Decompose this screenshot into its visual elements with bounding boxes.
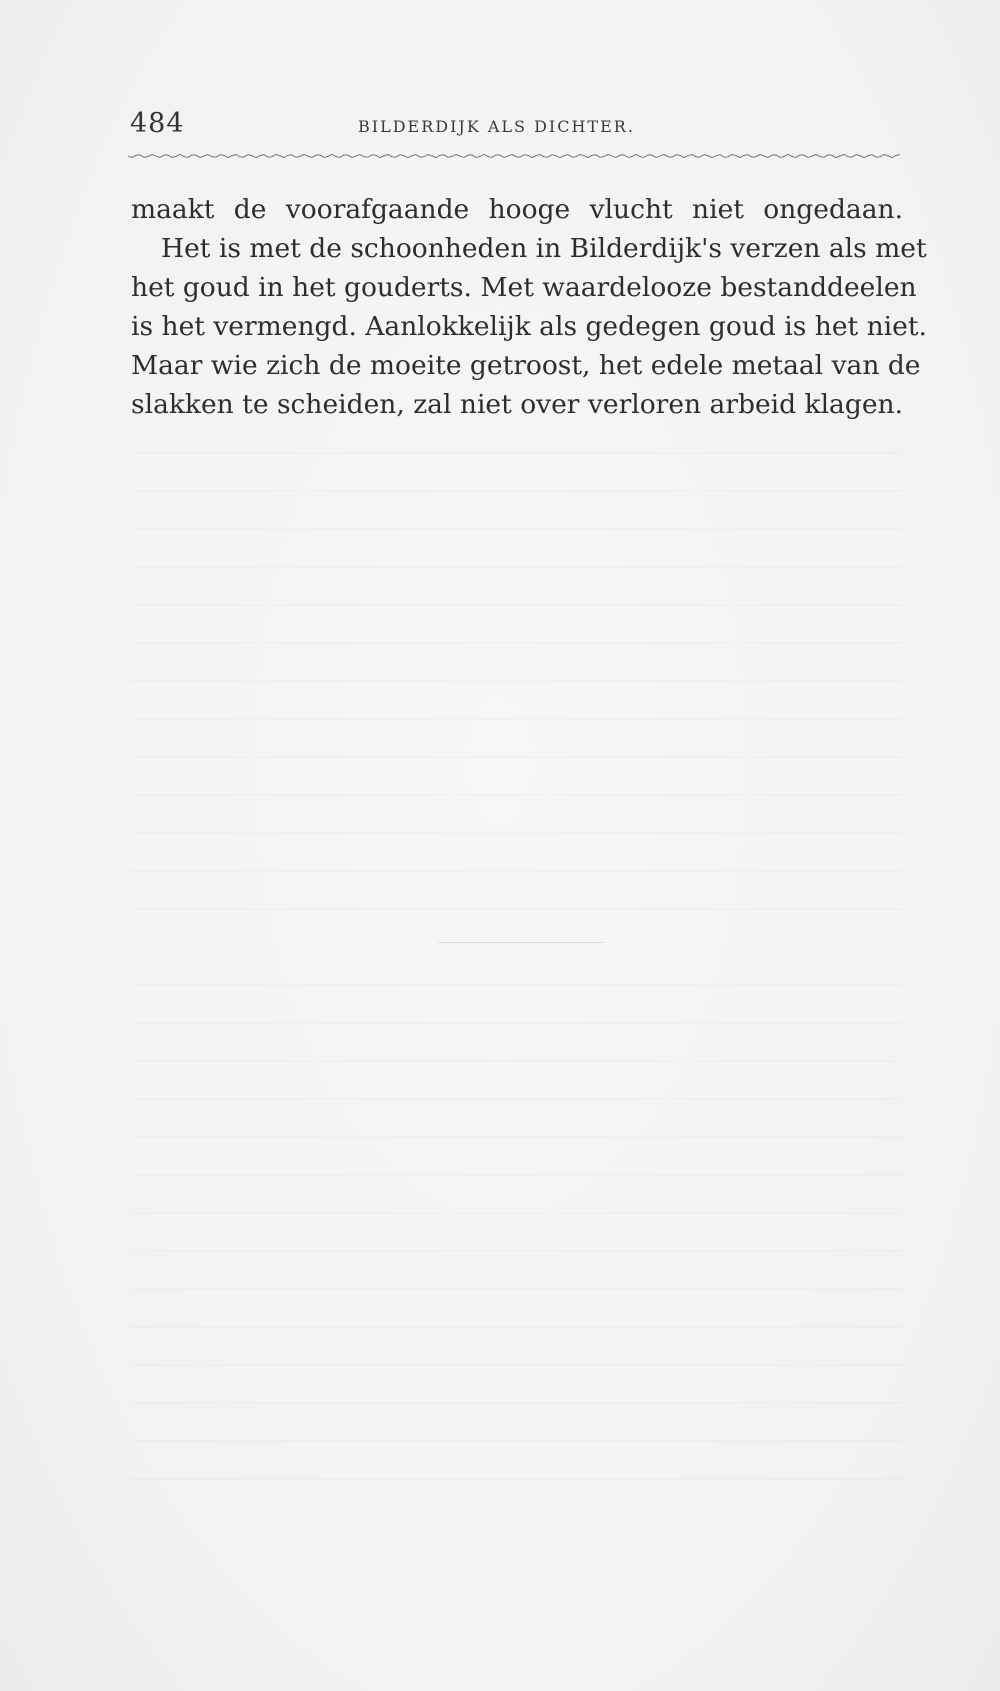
page-number: 484: [130, 108, 185, 139]
text-line: slakken te scheiden, zal niet over verloren arbeid klagen.: [131, 389, 903, 420]
text-line: Maar wie zich de moeite getroost, het edele metaal van de: [131, 350, 921, 381]
show-through-line: [131, 908, 903, 910]
show-through-line: [131, 1364, 903, 1366]
show-through-line: [131, 794, 903, 796]
text-line: maakt de voorafgaande hooge vlucht niet ongedaan.: [131, 194, 903, 225]
show-through-line: [131, 1440, 903, 1442]
show-through-line: [131, 718, 903, 720]
show-through-line: [131, 452, 903, 454]
show-through-line: [131, 984, 903, 986]
wavy-rule-graphic: [128, 153, 902, 159]
show-through-line: [131, 1478, 903, 1480]
show-through-line: [131, 1326, 903, 1328]
body-paragraph: [131, 190, 927, 424]
text-line: Het is met de schoonheden in Bilderdijk's verzen als met: [161, 233, 927, 264]
show-through-line: [131, 832, 903, 834]
show-through-rule: [438, 942, 604, 943]
show-through-line: [131, 1212, 903, 1214]
show-through-line: [131, 490, 903, 492]
show-through-line: [131, 1402, 903, 1404]
show-through-line: [131, 1022, 903, 1024]
show-through-line: [131, 1174, 903, 1176]
running-head: [130, 108, 902, 142]
text-line: het goud in het gouderts. Met waardelooze bestanddeelen: [131, 272, 917, 303]
show-through-line: [131, 604, 903, 606]
show-through-line: [131, 680, 903, 682]
show-through-line: [131, 1250, 903, 1252]
show-through-line: [131, 1060, 903, 1062]
show-through-line: [131, 870, 903, 872]
running-title: BILDERDIJK ALS DICHTER.: [358, 117, 635, 136]
text-line: is het vermengd. Aanlokkelijk als gedegen goud is het niet.: [131, 311, 927, 342]
show-through-line: [131, 1098, 903, 1100]
show-through-line: [131, 756, 903, 758]
show-through-line: [131, 566, 903, 568]
show-through-line: [131, 642, 903, 644]
header-wavy-rule: [128, 153, 902, 159]
show-through-line: [131, 1288, 903, 1290]
show-through-line: [131, 1136, 903, 1138]
show-through-line: [131, 528, 903, 530]
